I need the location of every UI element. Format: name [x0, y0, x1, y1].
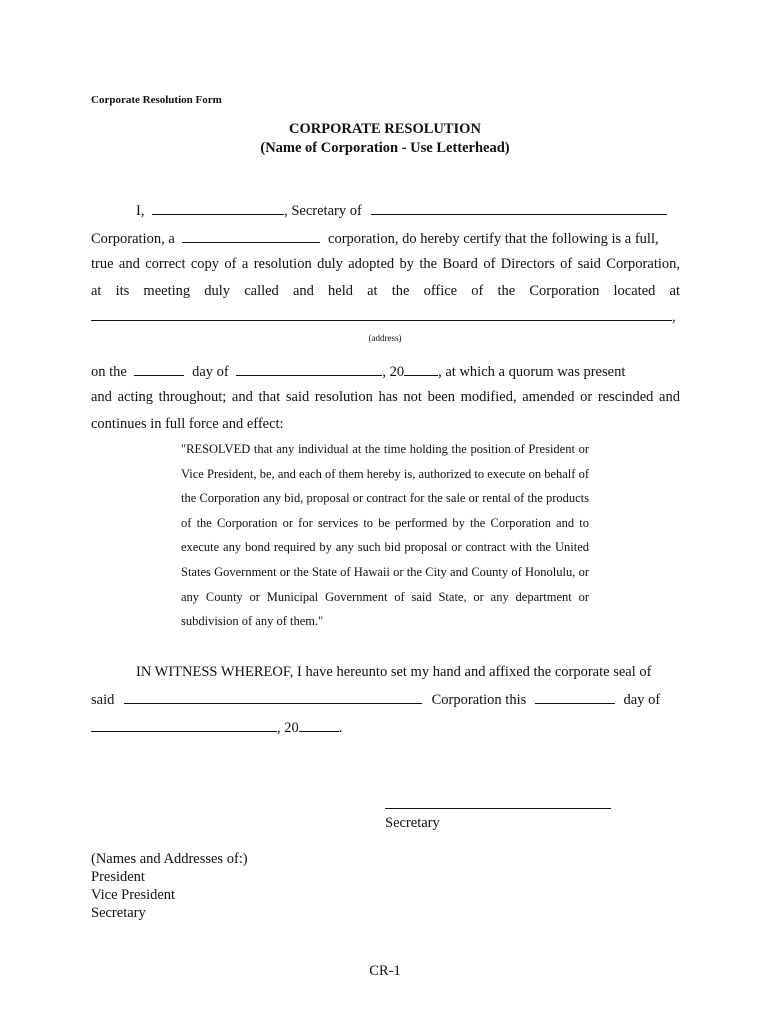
witness-line-1: IN WITNESS WHEREOF, I have hereunto set my hand and affixed the corporate seal of [136, 664, 652, 680]
form-header-label: Corporate Resolution Form [91, 94, 222, 106]
document-subtitle: (Name of Corporation - Use Letterhead) [260, 140, 510, 156]
resolution-text: "RESOLVED that any individual at the time holding the position of President or Vice President, be, and each of them hereby is, authorized to execute on behalf of the Corporation any bid, proposal or contract for the sale or rental of the products of the Corporation or for services to be performed by the Corporation and to execute any bond required by any such bid proposal or contract with the United States Government or the State of Hawaii or the City and County of Honolulu, or any County or Municipal Government of said State, or any department or subdivision of any of them." [181, 442, 589, 629]
document-title: CORPORATE RESOLUTION [289, 121, 481, 137]
page-number: CR-1 [369, 963, 401, 979]
body-line-6: on the day of , 20 , at which a quorum was present [91, 361, 680, 381]
year-blank[interactable] [404, 361, 438, 376]
names-item-president: President [91, 869, 145, 885]
names-heading: (Names and Addresses of:) [91, 851, 248, 867]
secretary-name-blank[interactable] [152, 200, 284, 215]
address-caption: (address) [368, 333, 402, 343]
day-blank[interactable] [134, 361, 184, 376]
state-of-incorporation-blank[interactable] [182, 228, 320, 243]
body-line-7: and acting throughout; and that said resolution has not been modified, amended or rescinded and [91, 389, 680, 405]
body-line-1: I, , Secretary of [91, 200, 680, 220]
title-block [0, 120, 770, 158]
names-item-secretary: Secretary [91, 905, 146, 921]
witness-line-2: said Corporation this day of [91, 689, 680, 709]
corporation-name-blank[interactable] [371, 200, 667, 215]
body-line-4: at its meeting duly called and held at the office of the Corporation located at [91, 283, 680, 299]
witness-day-blank[interactable] [535, 689, 615, 704]
witness-line-3: , 20 . [91, 717, 680, 737]
address-blank[interactable] [91, 306, 626, 321]
witness-month-blank[interactable] [91, 717, 277, 732]
address-blank-ext[interactable] [626, 306, 672, 321]
names-block [91, 850, 248, 922]
witness-corporation-blank[interactable] [124, 689, 422, 704]
body-line-8: continues in full force and effect: [91, 416, 284, 432]
names-item-vice-president: Vice President [91, 887, 176, 903]
body-line-3: true and correct copy of a resolution duly adopted by the Board of Directors of said Corporation, [91, 256, 680, 272]
signature-label: Secretary [385, 815, 440, 831]
body-line-2: Corporation, a corporation, do hereby certify that the following is a full, [91, 228, 680, 248]
signature-line[interactable] [385, 808, 611, 809]
resolution-quote [181, 437, 589, 634]
month-blank[interactable] [236, 361, 382, 376]
witness-year-blank[interactable] [299, 717, 339, 732]
address-line: , [91, 306, 680, 326]
